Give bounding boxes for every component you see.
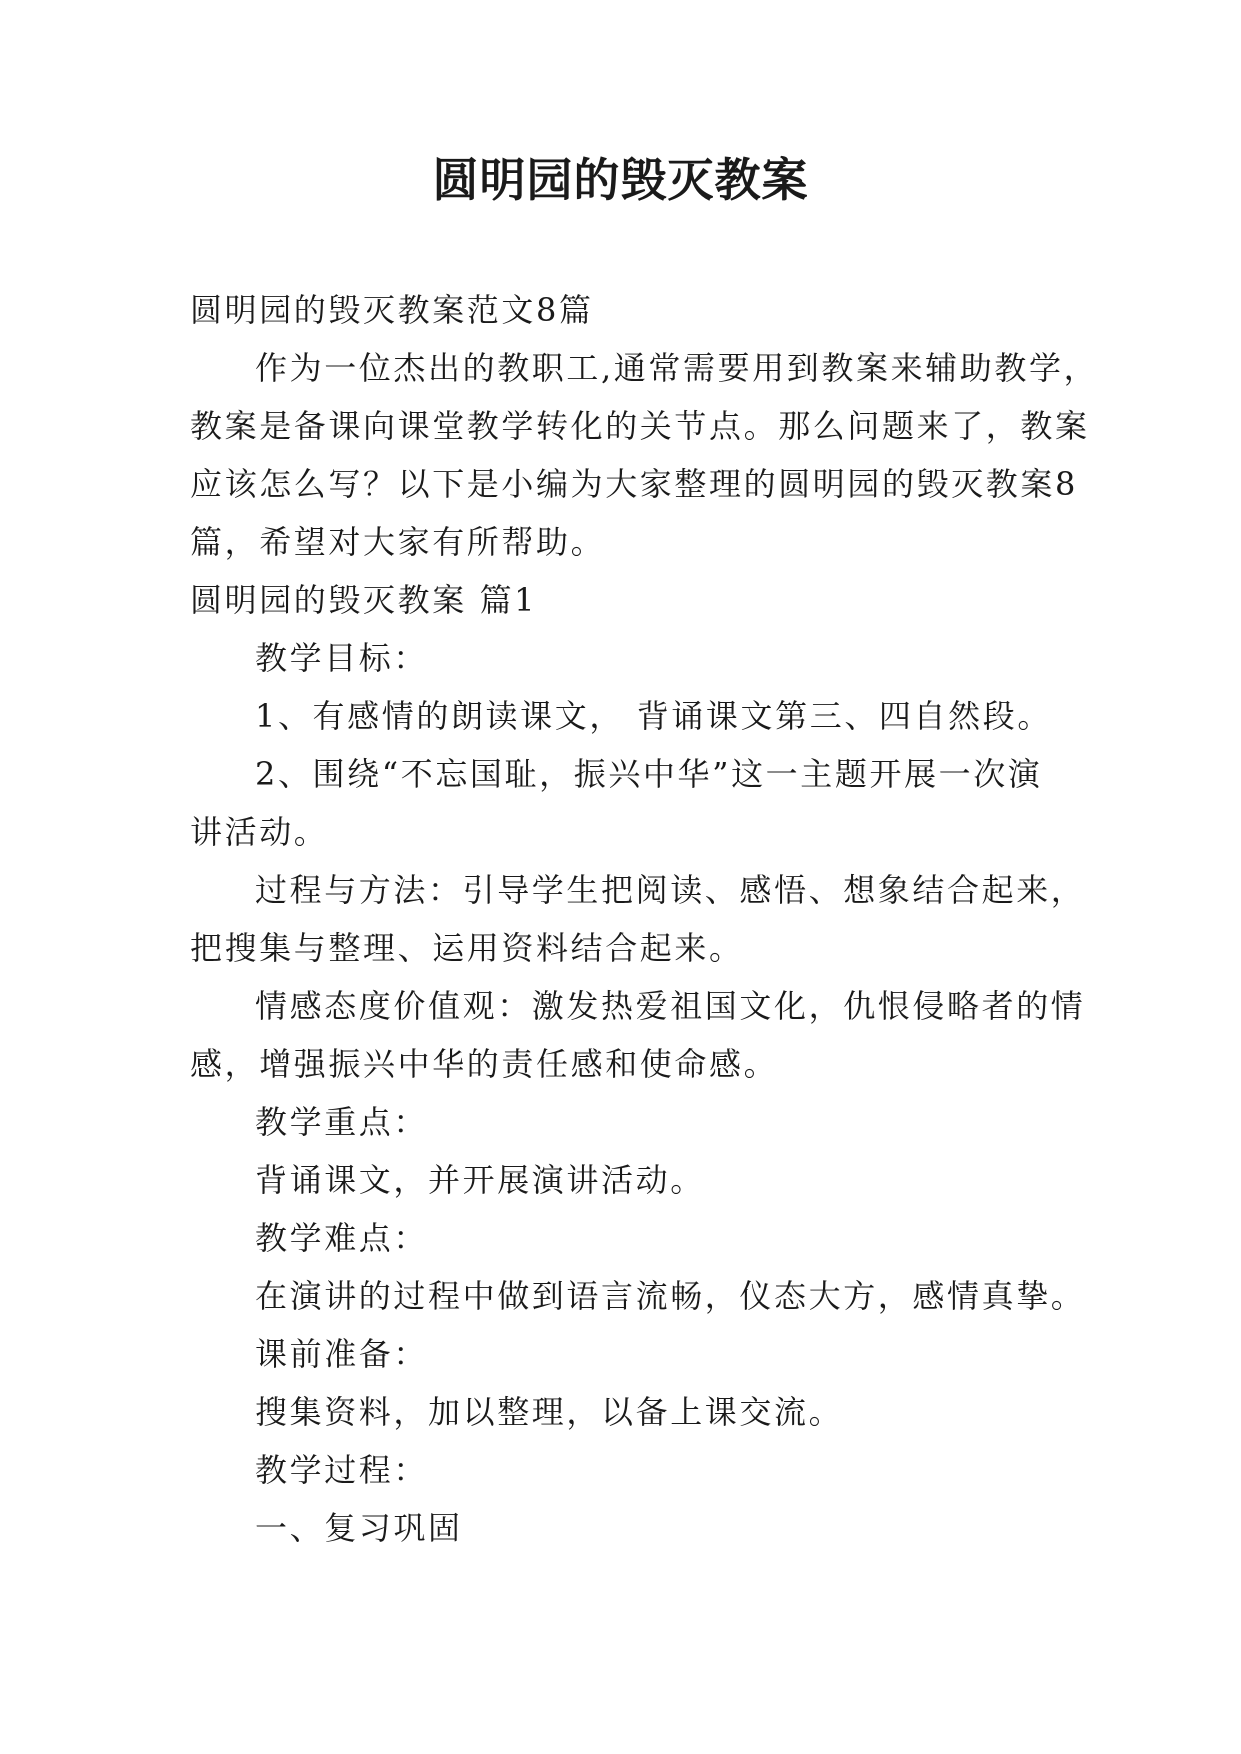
subtitle-line: 圆明园的毁灭教案范文8篇 (190, 291, 594, 329)
process-method-line-1: 过程与方法：引导学生把阅读、感悟、想象结合起来， (255, 871, 1086, 909)
goal-item-2: 2、围绕“不忘国耻，振兴中华”这一主题开展一次演 (255, 755, 1043, 793)
document-title: 圆明园的毁灭教案 (432, 153, 809, 207)
review-heading: 一、复习巩固 (255, 1509, 463, 1547)
difficulties-label: 教学难点： (255, 1219, 429, 1257)
preparation-text: 搜集资料，加以整理，以备上课交流。 (255, 1393, 844, 1431)
process-method-line-2: 把搜集与整理、运用资料结合起来。 (190, 929, 744, 967)
difficulties-text: 在演讲的过程中做到语言流畅，仪态大方，感情真挚。 (255, 1277, 1086, 1315)
key-points-text: 背诵课文，并开展演讲活动。 (255, 1161, 705, 1199)
emotion-values-line-1: 情感态度价值观：激发热爱祖国文化，仇恨侵略者的情 (255, 987, 1086, 1025)
intro-line-4: 篇，希望对大家有所帮助。 (190, 523, 606, 561)
process-label: 教学过程： (255, 1451, 429, 1489)
intro-line-1: 作为一位杰出的教职工,通常需要用到教案来辅助教学， (255, 349, 1099, 387)
section-heading: 圆明园的毁灭教案 篇1 (190, 581, 538, 619)
intro-line-3: 应该怎么写？以下是小编为大家整理的圆明园的毁灭教案8 (190, 465, 1078, 503)
emotion-values-line-2: 感，增强振兴中华的责任感和使命感。 (190, 1045, 779, 1083)
teaching-goals-label: 教学目标： (255, 639, 429, 677)
goal-item-1: 1、有感情的朗读课文， 背诵课文第三、四自然段。 (255, 697, 1052, 735)
key-points-label: 教学重点： (255, 1103, 429, 1141)
goal-item-2-cont: 讲活动。 (190, 813, 329, 851)
preparation-label: 课前准备： (255, 1335, 429, 1373)
intro-line-2: 教案是备课向课堂教学转化的关节点。那么问题来了，教案 (190, 407, 1090, 445)
